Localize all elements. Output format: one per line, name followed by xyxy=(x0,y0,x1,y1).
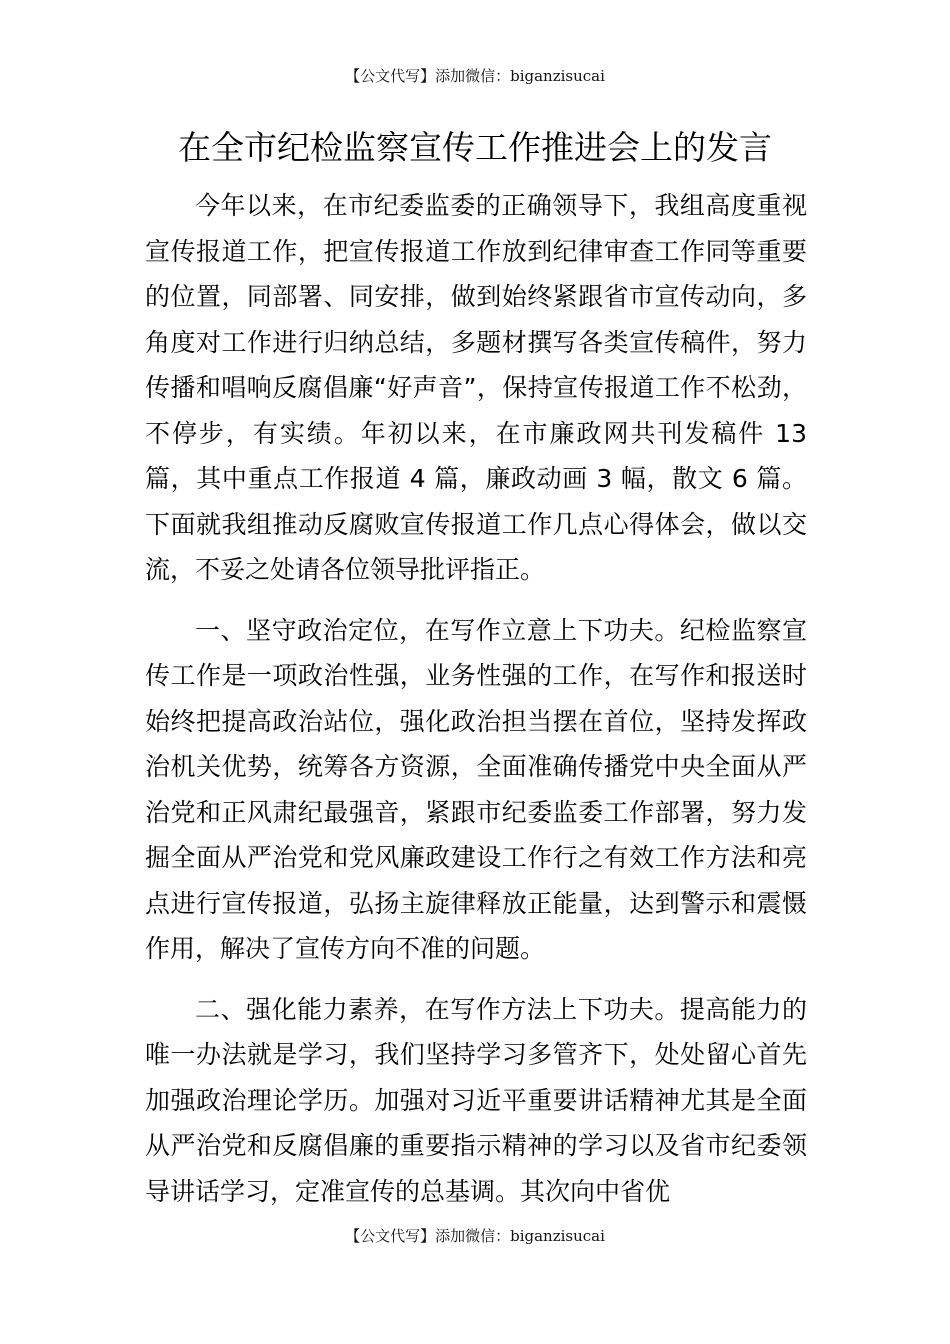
document-title: 在全市纪检监察宣传工作推进会上的发言 xyxy=(178,128,772,167)
page-footer-watermark: 【公文代写】添加微信：biganzisucai xyxy=(345,1227,605,1245)
paragraph-section-one: 一、坚守政治定位，在写作立意上下功夫。纪检监察宣传工作是一项政治性强，业务性强的工作，在写作和报送时始终把提高政治站位，强化政治担当摆在首位，坚持发挥政治机关优势，统筹各方资源，全面准确传播党中央全面从严治党和正风肃纪最强音，紧跟市纪委监委工作部署，努力发掘全面从严治党和党风廉政建设工作行之有效工作方法和亮点进行宣传报道，弘扬主旋律释放正能量，达到警示和震慑作用，解决了宣传方向不准的问题。 xyxy=(145,615,807,963)
paragraph-section-two: 二、强化能力素养，在写作方法上下功夫。提高能力的唯一办法就是学习，我们坚持学习多管齐下，处处留心首先加强政治理论学历。加强对习近平重要讲话精神尤其是全面从严治党和反腐倡廉的重要指示精神的学习以及省市纪委领导讲话学习，定准宣传的总基调。其次向中省优 xyxy=(145,994,807,1206)
page-header-watermark: 【公文代写】添加微信：biganzisucai xyxy=(345,67,605,85)
document-body xyxy=(145,183,807,1229)
paragraph-intro: 今年以来，在市纪委监委的正确领导下，我组高度重视宣传报道工作，把宣传报道工作放到纪律审查工作同等重要的位置，同部署、同安排，做到始终紧跟省市宣传动向，多角度对工作进行归纳总结，多题材撰写各类宣传稿件，努力传播和唱响反腐倡廉“好声音”，保持宣传报道工作不松劲，不停步，有实绩。年初以来，在市廉政网共刊发稿件 13 篇，其中重点工作报道 4 篇，廉政动画 3 幅，散文 6 篇。下面就我组推动反腐败宣传报道工作几点心得体会，做以交流，不妥之处请各位领导批评指正。 xyxy=(145,191,807,584)
